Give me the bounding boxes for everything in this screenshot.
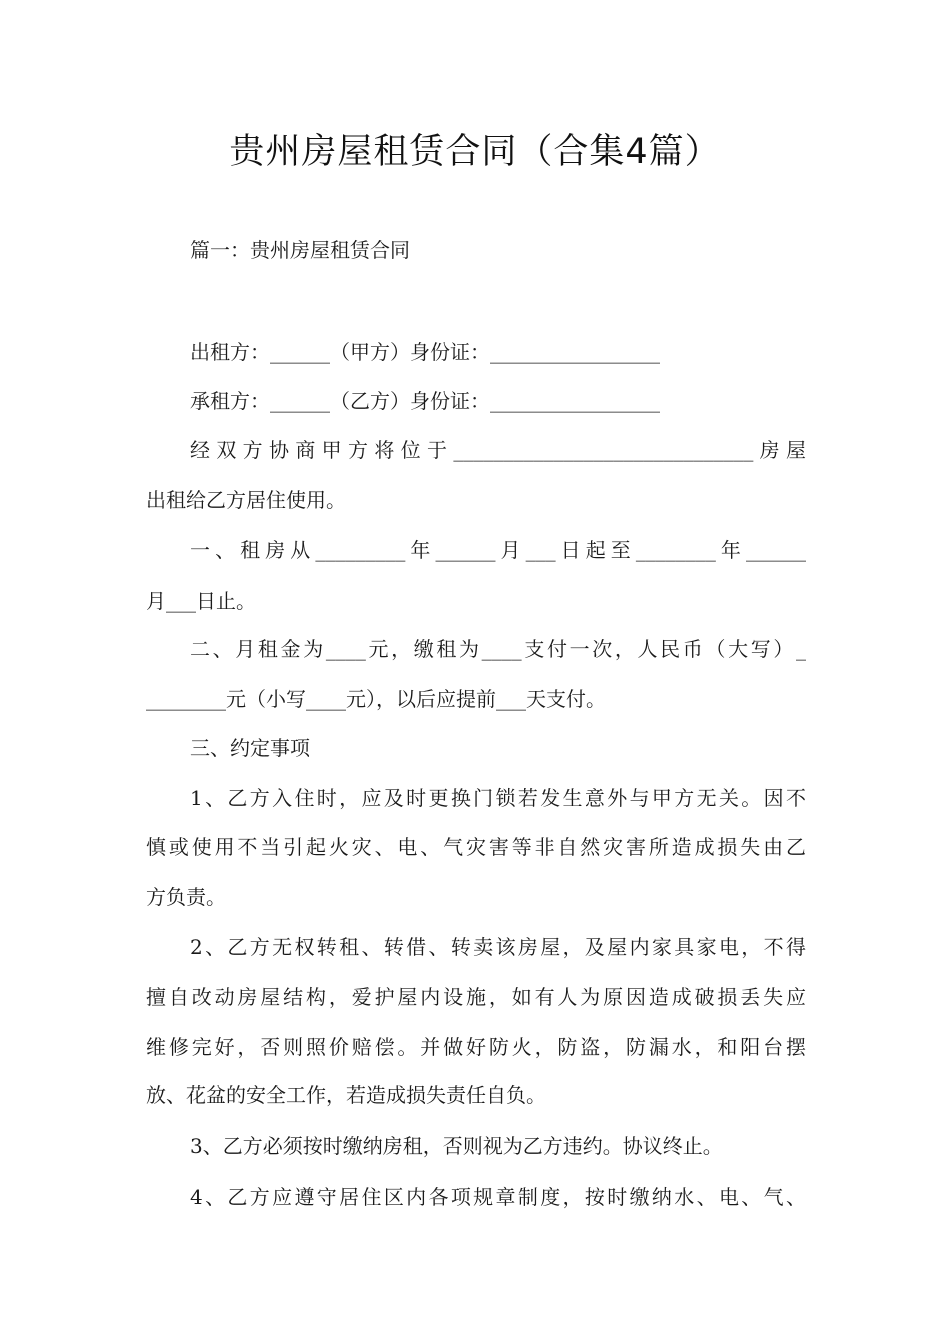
paragraph-line: 经双方协商甲方将位于______________________________房屋 <box>190 438 806 462</box>
paragraph-line: 擅自改动房屋结构，爱护屋内设施，如有人为原因造成破损丢失应 <box>146 985 806 1009</box>
paragraph-line: 方负责。 <box>146 885 226 909</box>
paragraph-line: ________元（小写____元），以后应提前___天支付。 <box>146 687 606 711</box>
document-title: 贵州房屋租赁合同（合集4篇） <box>229 132 721 172</box>
paragraph-line: 承租方：______（乙方）身份证：_________________ <box>190 389 660 413</box>
paragraph-line: 放、花盆的安全工作，若造成损失责任自负。 <box>146 1083 546 1107</box>
clause-heading: 三、约定事项 <box>190 736 310 760</box>
paragraph-line: 1、乙方入住时，应及时更换门锁若发生意外与甲方无关。因不 <box>190 786 806 810</box>
paragraph-line: 2、乙方无权转租、转借、转卖该房屋，及屋内家具家电，不得 <box>190 935 806 959</box>
paragraph-line: 二、月租金为____元，缴租为____支付一次，人民币（大写）_ <box>190 637 806 661</box>
paragraph-line: 慎或使用不当引起火灾、电、气灾害等非自然灾害所造成损失由乙 <box>146 835 806 859</box>
paragraph-line: 出租方：______（甲方）身份证：_________________ <box>190 340 660 364</box>
paragraph-line: 一、租房从_________年______月___日起至________年______ <box>190 538 806 562</box>
section-heading: 篇一：贵州房屋租赁合同 <box>190 238 410 262</box>
paragraph-line: 维修完好，否则照价赔偿。并做好防火，防盗，防漏水，和阳台摆 <box>146 1035 806 1059</box>
paragraph-line: 出租给乙方居住使用。 <box>146 488 346 512</box>
paragraph-line: 3、乙方必须按时缴纳房租，否则视为乙方违约。协议终止。 <box>190 1134 723 1158</box>
paragraph-line: 4、乙方应遵守居住区内各项规章制度，按时缴纳水、电、气、 <box>190 1185 806 1209</box>
paragraph-line: 月___日止。 <box>146 589 256 613</box>
